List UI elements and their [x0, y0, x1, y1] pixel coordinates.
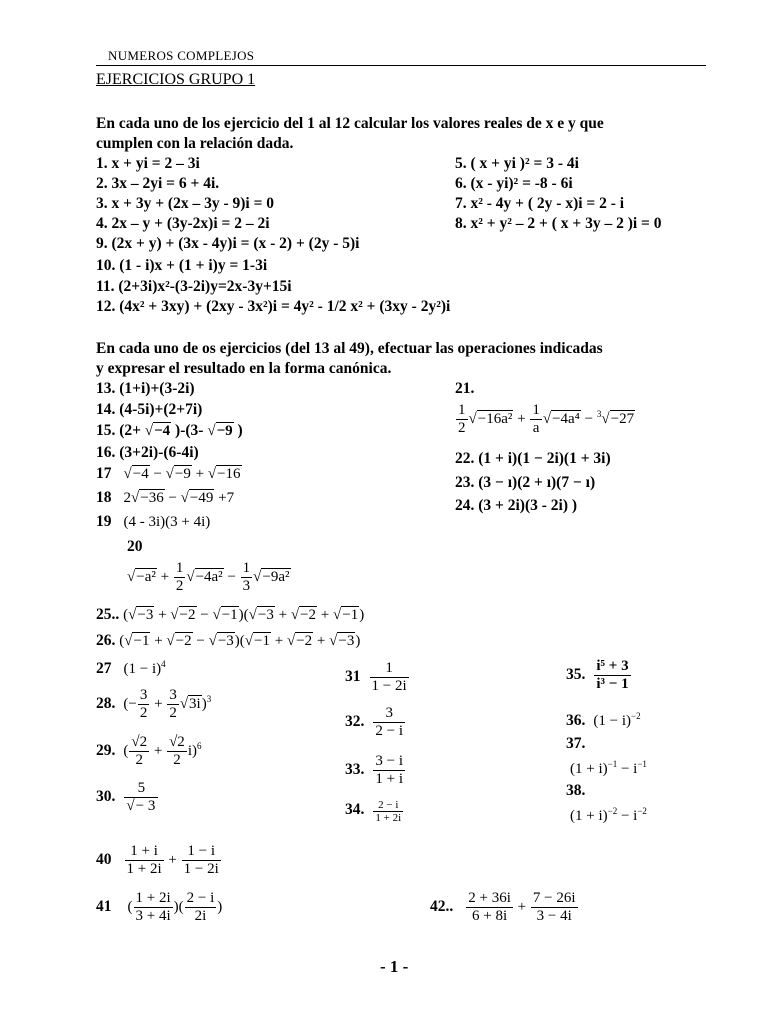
exercise-10: 10. (1 - i)x + (1 + i)y = 1-3i [96, 257, 268, 274]
exercise-2: 2. 3x – 2yi = 6 + 4i. [96, 175, 220, 192]
exercise-29: 29. ( $\frac{√2}{2}$ + $\frac{√2}{2}$ i)$^6$ [96, 734, 202, 768]
intro2-line2: y expresar el resultado en la forma canónica. [96, 360, 392, 377]
exercise-33: 33. $\frac{3 - i}{1 + i}$ [345, 753, 404, 787]
exercise-14: 14. (4-5i)+(2+7i) [96, 401, 203, 418]
exercise-27: 27 $(1 - i)^4$ [96, 659, 166, 677]
exercise-34: 34. $\frac{2 - i}{1 + 2i}$ [345, 799, 402, 824]
exercise-38: $(1 + i)^{-2} - i^{-2}$ [570, 806, 647, 824]
exercise-16: 16. (3+2i)-(6-4i) [96, 444, 199, 461]
exercise-30: 30. $\frac{5}{√- 3}$ [96, 780, 159, 815]
exercise-21-number: 21. [455, 380, 475, 397]
intro2-line1: En cada uno de os ejercicios (del 13 al 49), efectuar las operaciones indicadas [96, 340, 603, 357]
exercise-37: $(1 + i)^{-1} - i^{-1}$ [570, 759, 647, 777]
exercise-8: 8. x² + y² – 2 + ( x + 3y – 2 )i = 0 [455, 215, 662, 232]
exercise-1: 1. x + yi = 2 – 3i [96, 155, 200, 172]
exercise-5: 5. ( x + yi )² = 3 - 4i [455, 155, 579, 172]
intro1-line1: En cada uno de los ejercicio del 1 al 12 calcular los valores reales de x e y que [96, 115, 604, 132]
exercise-6: 6. (x - yi)² = -8 - 6i [455, 175, 573, 192]
exercise-41: 41 ( $\frac{1 + 2i}{3 + 4i}$ )( $\frac{2 - i}{2i}$ ) [96, 890, 223, 924]
exercise-13: 13. (1+i)+(3-2i) [96, 380, 195, 397]
section-title: EJERCICIOS GRUPO 1 [96, 71, 256, 88]
exercise-37-number: 37. [566, 735, 586, 752]
exercise-25: 25.. (√−3 + √−2 − √−1)(√−3 + √−2 + √−1) [96, 606, 365, 623]
exercise-22: 22. (1 + i)(1 − 2i)(1 + 3i) [455, 450, 611, 467]
exercise-19: 19 (4 - 3i)(3 + 4i) [96, 513, 211, 530]
exercise-9: 9. (2x + y) + (3x - 4y)i = (x - 2) + (2y - 5)i [96, 235, 360, 252]
exercise-23: 23. (3 − ı)(2 + ı)(7 − ı) [455, 474, 596, 491]
running-header: NUMEROS COMPLEJOS [108, 48, 255, 63]
page-number: - 1 - [380, 957, 409, 976]
exercise-11: 11. (2+3i)x²-(3-2i)y=2x-3y+15i [96, 278, 292, 295]
exercise-35: 35. $\frac{\text{i⁵ + 3}}{\text{i³ − 1}}$ [566, 658, 629, 692]
exercise-17: 17 √−4 − √−9 + √−16 [96, 465, 241, 482]
intro1-line2: cumplen con la relación dada. [96, 135, 294, 152]
exercise-20-number: 20 [127, 538, 143, 555]
exercise-36: 36. $(1 - i)^{-2}$ [566, 711, 641, 729]
exercise-4: 4. 2x – y + (3y-2x)i = 2 – 2i [96, 215, 270, 232]
exercise-21: $\frac{1}{2}$ √−16a² + $\frac{1}{a}$ √−4a⁴ − $^3$√−27 [458, 402, 635, 436]
exercise-7: 7. x² - 4y + ( 2y - x)i = 2 - i [455, 195, 625, 212]
exercise-20: √−a² + $\frac{1}{2}$ √−4a² − $\frac{1}{3}$ √−9a² [127, 560, 290, 594]
exercise-38-number: 38. [566, 782, 586, 799]
exercise-15: 15. (2+ √−4 )-(3- √−9 ) [96, 422, 243, 439]
exercise-42: 42.. $\frac{2 + 36i}{6 + 8i}$ + $\frac{7 - 26i}{3 - 4i}$ [430, 890, 576, 924]
exercise-40: 40 $\frac{1 + i}{1 + 2i}$ + $\frac{1 - i}{1 - 2i}$ [96, 843, 219, 877]
exercise-12: 12. (4x² + 3xy) + (2xy - 3x²)i = 4y² - 1/2 x² + (3xy - 2y²)i [96, 298, 451, 315]
exercise-32: 32. $\frac{3}{2 - i}$ [345, 705, 404, 739]
exercise-3: 3. x + 3y + (2x – 3y - 9)i = 0 [96, 195, 275, 212]
exercise-24: 24. (3 + 2i)(3 - 2i) ) [455, 497, 578, 514]
exercise-18: 18 2√−36 − √−49 +7 [96, 489, 235, 506]
exercise-31: 31 $\frac{1}{1 - 2i}$ [345, 660, 407, 694]
exercise-28: 28. (− $\frac{3}{2}$ + $\frac{3}{2}$ √3i)$^3$ [96, 687, 212, 721]
header-rule [96, 65, 706, 66]
exercise-26: 26. (√−1 + √−2 − √−3)(√−1 + √−2 + √−3) [96, 632, 361, 649]
